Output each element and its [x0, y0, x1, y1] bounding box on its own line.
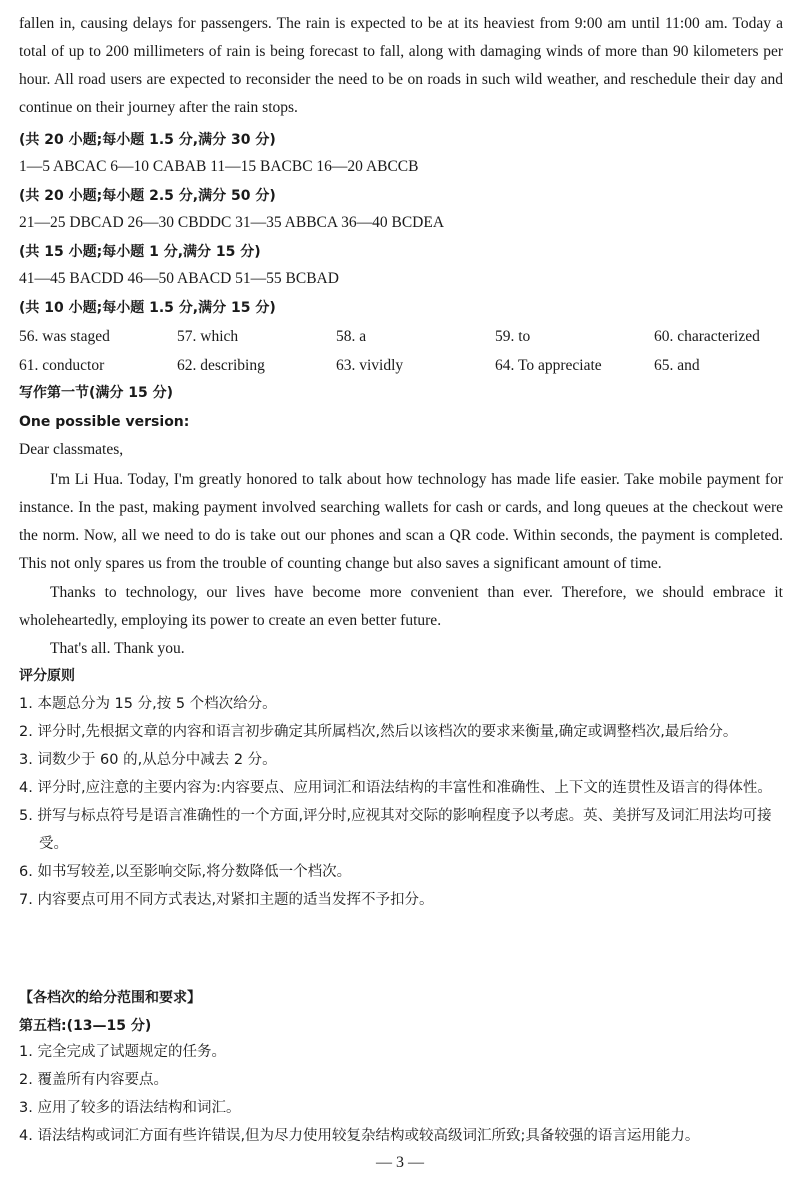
scoring-item: 5. 拼写与标点符号是语言准确性的一个方面,评分时,应视其对交际的影响程度予以考虑。英、美拼写及词汇用法均可接受。 — [19, 808, 772, 852]
grammar-answer: 63. vividly — [336, 357, 404, 374]
grammar-answer: 58. a — [336, 328, 367, 345]
grammar-answer: 60. characterized — [654, 328, 760, 345]
grammar-answer: 61. conductor — [19, 357, 105, 374]
grammar-answer: 59. to — [495, 328, 531, 345]
level-item: 1. 完全完成了试题规定的任务。 — [19, 1044, 226, 1060]
grammar-answer: 62. describing — [177, 357, 265, 374]
level-item: 4. 语法结构或词汇方面有些许错误,但为尽力使用较复杂结构或较高级词汇所致;具备较强的语言运用能力。 — [19, 1128, 700, 1144]
grammar-answer-row — [19, 324, 789, 350]
level-item: 2. 覆盖所有内容要点。 — [19, 1072, 168, 1088]
levels-heading: 【各档次的给分范围和要求】 — [19, 990, 201, 1006]
answers-row-2: 21—25 DBCAD 26—30 CBDDC 31—35 ABBCA 36—40 BCDEA — [19, 214, 445, 231]
passage-tail: fallen in, causing delays for passengers. The rain is expected to be at its heaviest from 9:00 am until 11:00 am. Today a total of up to 200 millimeters of rain is being forecast to fall, along with damaging winds of more than 90 kilometers per hour. All road users are expected to reconsider the need to be on roads in such wild weather, and reschedule their day and continue on their journey after the rain stops. — [19, 15, 783, 116]
answers-row-3: 41—45 BACDD 46—50 ABACD 51—55 BCBAD — [19, 270, 339, 287]
scoring-item: 6. 如书写较差,以至影响交际,将分数降低一个档次。 — [19, 864, 352, 880]
scoring-item: 2. 评分时,先根据文章的内容和语言初步确定其所属档次,然后以该档次的要求来衡量,确定或调整档次,最后给分。 — [19, 724, 738, 740]
grammar-answer: 57. which — [177, 328, 239, 345]
scoring-heading: 评分原则 — [19, 668, 75, 684]
salutation: Dear classmates, — [19, 441, 124, 458]
page-number: — 3 — — [376, 1154, 424, 1171]
grammar-answer: 64. To appreciate — [495, 357, 602, 374]
grammar-answer: 65. and — [654, 357, 700, 374]
scoring-list — [19, 690, 785, 914]
writing-heading: 写作第一节(满分 15 分) — [19, 385, 174, 401]
version-label: One possible version: — [19, 414, 190, 430]
answers-row-1: 1—5 ABCAC 6—10 CABAB 11—15 BACBC 16—20 ABCCB — [19, 158, 419, 175]
grammar-answer-row — [19, 353, 789, 379]
section-header-3: (共 15 小题;每小题 1 分,满分 15 分) — [19, 244, 261, 260]
section-header-4: (共 10 小题;每小题 1.5 分,满分 15 分) — [19, 300, 276, 316]
level-item: 3. 应用了较多的语法结构和词汇。 — [19, 1100, 241, 1116]
scoring-item: 4. 评分时,应注意的主要内容为:内容要点、应用词汇和语法结构的丰富性和准确性、上下文的连贯性及语言的得体性。 — [19, 780, 772, 796]
essay-closing: That's all. Thank you. — [50, 640, 185, 657]
scoring-item: 1. 本题总分为 15 分,按 5 个档次给分。 — [19, 696, 277, 712]
level5-list — [19, 1038, 785, 1150]
section-header-1: (共 20 小题;每小题 1.5 分,满分 30 分) — [19, 132, 276, 148]
essay-paragraph-2: Thanks to technology, our lives have become more convenient than ever. Therefore, we should embrace it wholeheartedly, employing its power to create an even better future. — [19, 584, 783, 629]
section-header-2: (共 20 小题;每小题 2.5 分,满分 50 分) — [19, 188, 276, 204]
essay-paragraph-1: I'm Li Hua. Today, I'm greatly honored to talk about how technology has made life easier. Take mobile payment for instance. In the past, making payment involved searching wallets for cash or cards, and long queues at the checkout were the norm. Now, all we need to do is take out our phones and scan a QR code. Within seconds, the payment is completed. This not only spares us from the trouble of counting change but also saves a significant amount of time. — [19, 471, 783, 572]
scoring-item: 7. 内容要点可用不同方式表达,对紧扣主题的适当发挥不予扣分。 — [19, 892, 434, 908]
scoring-item: 3. 词数少于 60 的,从总分中减去 2 分。 — [19, 752, 277, 768]
level5-heading: 第五档:(13—15 分) — [19, 1018, 152, 1034]
grammar-answer: 56. was staged — [19, 328, 110, 345]
